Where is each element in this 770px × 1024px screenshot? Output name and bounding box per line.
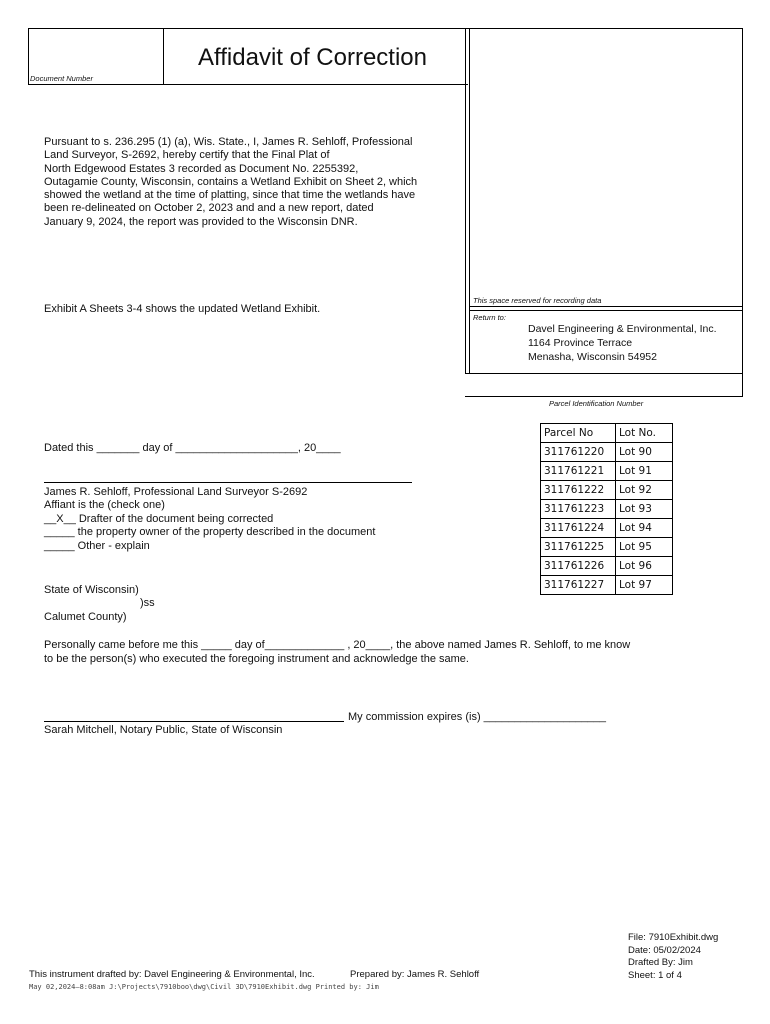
frame-top-line: [28, 28, 743, 29]
paragraph-line: showed the wetland at the time of platting, since that time the wetlands have: [44, 189, 416, 202]
commission-expires: My commission expires (is) ____________________: [348, 711, 607, 723]
drafted-by: Drafted By: Jim: [628, 957, 693, 968]
notary-name: Sarah Mitchell, Notary Public, State of Wisconsin: [44, 724, 283, 736]
paragraph-line: been re-delineated on October 2, 2023 and and a new report, dated: [44, 202, 374, 215]
lot-no-cell: Lot 92: [616, 481, 673, 500]
recording-border-right: [742, 28, 743, 396]
lot-no-cell: Lot 90: [616, 443, 673, 462]
lot-no-cell: Lot 97: [616, 576, 673, 595]
parcel-no-cell: 311761221: [541, 462, 616, 481]
state-line: State of Wisconsin): [44, 584, 139, 596]
dated-line: Dated this _______ day of ____________________, 20____: [44, 442, 341, 454]
table-row: [541, 557, 673, 576]
paragraph-line: Pursuant to s. 236.295 (1) (a), Wis. State., I, James R. Sehloff, Professional: [44, 136, 413, 148]
paragraph-line: January 9, 2024, the report was provided to the Wisconsin DNR.: [44, 215, 358, 228]
recording-reserved-line: [469, 306, 743, 307]
table-row: [541, 538, 673, 557]
table-row: [541, 462, 673, 481]
paragraph-line: Land Surveyor, S-2692, hereby certify that the Final Plat of: [44, 149, 330, 162]
parcel-no-cell: 311761220: [541, 443, 616, 462]
affiant-option-owner: _____ the property owner of the property described in the document: [44, 526, 376, 538]
recording-reserved-label: This space reserved for recording data: [473, 296, 602, 305]
parcel-id-line: [465, 396, 743, 397]
recording-border-left-a: [465, 28, 466, 373]
paragraph-line: North Edgewood Estates 3 recorded as Document No. 2255392,: [44, 162, 359, 175]
sheet-number: Sheet: 1 of 4: [628, 969, 682, 981]
return-address-line-1: Davel Engineering & Environmental, Inc.: [528, 323, 717, 335]
column-header-parcel-no: Parcel No: [541, 424, 616, 443]
return-to-line: [469, 310, 743, 311]
notary-signature-line: [44, 721, 344, 722]
affiant-label: Affiant is the (check one): [44, 499, 165, 511]
lot-no-cell: Lot 91: [616, 462, 673, 481]
file-date: Date: 05/02/2024: [628, 944, 701, 956]
table-row: [541, 500, 673, 519]
affiant-option-other: _____ Other - explain: [44, 540, 150, 552]
column-header-lot-no: Lot No.: [616, 424, 673, 443]
parcel-no-cell: 311761223: [541, 500, 616, 519]
signature-line: [44, 482, 412, 483]
lot-no-cell: Lot 94: [616, 519, 673, 538]
table-row: [541, 481, 673, 500]
file-name: File: 7910Exhibit.dwg: [628, 932, 719, 943]
exhibit-line: Exhibit A Sheets 3-4 shows the updated Wetland Exhibit.: [44, 303, 321, 315]
parcel-no-cell: 311761227: [541, 576, 616, 595]
table-row: [541, 576, 673, 595]
parcel-no-cell: 311761226: [541, 557, 616, 576]
parcel-no-cell: 311761224: [541, 519, 616, 538]
signer-name: James R. Sehloff, Professional Land Surveyor S-2692: [44, 486, 308, 498]
table-row: [541, 519, 673, 538]
lot-no-cell: Lot 95: [616, 538, 673, 557]
recording-border-left-b: [469, 28, 470, 373]
file-info-block: [628, 932, 718, 982]
return-address-line-2: 1164 Province Terrace: [528, 337, 633, 349]
document-number-label: Document Number: [30, 74, 93, 83]
certification-paragraph: [44, 136, 417, 229]
ss-line: )ss: [140, 597, 155, 609]
parcel-no-cell: 311761225: [541, 538, 616, 557]
county-line: Calumet County): [44, 611, 127, 623]
paragraph-line: Outagamie County, Wisconsin, contains a Wetland Exhibit on Sheet 2, which: [44, 175, 418, 188]
footer-drafted-by: This instrument drafted by: Davel Engineering & Environmental, Inc.: [29, 969, 315, 980]
parcel-no-cell: 311761222: [541, 481, 616, 500]
table-header-row: [541, 424, 673, 443]
return-box-bottom-line: [465, 373, 743, 374]
parcel-id-label: Parcel Identification Number: [549, 399, 644, 408]
return-to-label: Return to:: [473, 313, 506, 322]
lot-no-cell: Lot 96: [616, 557, 673, 576]
footer-file-path: May 02,2024—8:08am J:\Projects\7910boo\dwg\Civil 3D\7910Exhibit.dwg Printed by: Jim: [29, 983, 379, 991]
return-address-line-3: Menasha, Wisconsin 54952: [528, 351, 657, 363]
notary-statement-line-2: to be the person(s) who executed the foregoing instrument and acknowledge the same.: [44, 653, 469, 665]
page-title: Affidavit of Correction: [198, 44, 427, 71]
affiant-option-drafter: __X__ Drafter of the document being corrected: [44, 513, 274, 525]
parcel-table: [540, 423, 673, 595]
title-divider-line: [163, 28, 164, 84]
notary-statement-line-1: Personally came before me this _____ day of_____________ , 20____, the above named James R. Sehloff, to me know: [44, 639, 631, 651]
frame-bottom-line-left: [28, 84, 468, 85]
lot-no-cell: Lot 93: [616, 500, 673, 519]
table-row: [541, 443, 673, 462]
footer-prepared-by: Prepared by: James R. Sehloff: [350, 969, 480, 980]
frame-left-line: [28, 28, 29, 84]
